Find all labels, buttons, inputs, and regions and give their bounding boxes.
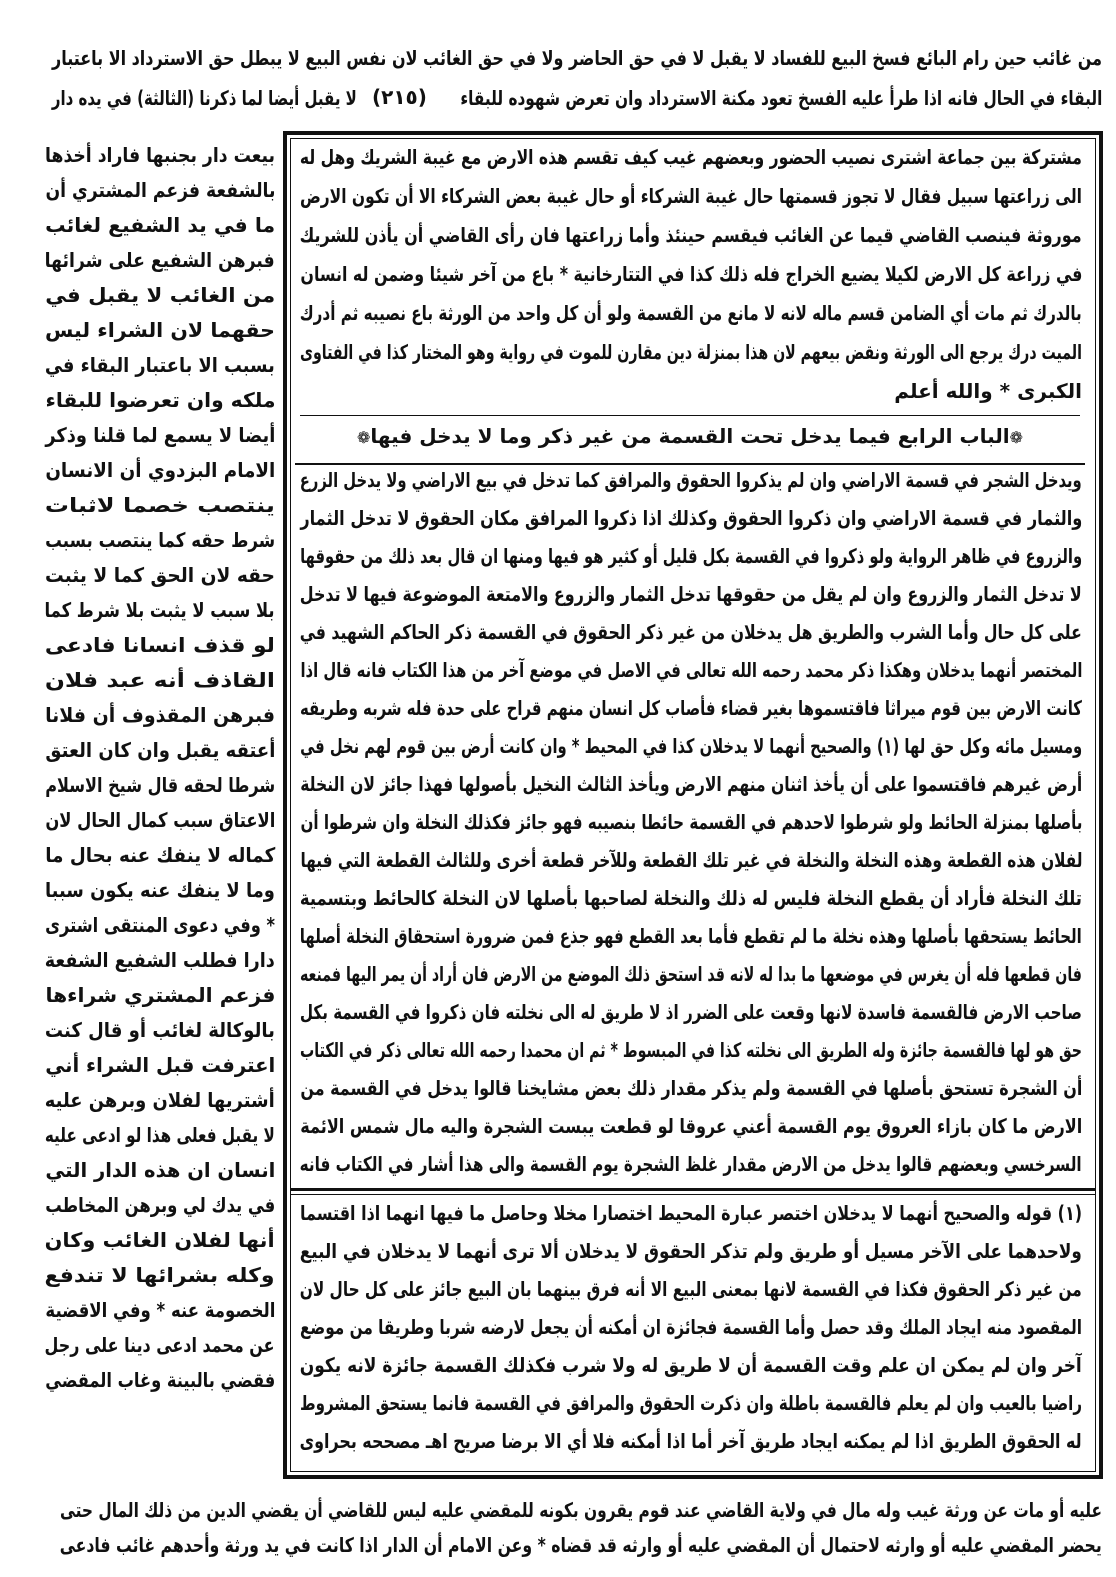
text-line xyxy=(300,615,1082,649)
text-line-text: بالدرك ثم مات أي الضامن قسم ماله لانه لا مانع من القسمة ولو أن كل واحد من الورثة باع نصيبه ثم أدرك xyxy=(300,301,1082,325)
text-line xyxy=(300,374,1082,408)
text-line-text: الكبرى * والله أعلم xyxy=(894,379,1082,403)
text-line xyxy=(300,1033,1082,1067)
side-line-text: ملكه وان تعرضوا للبقاء xyxy=(45,388,275,412)
text-line xyxy=(300,881,1082,915)
text-line-text: ومسيل مائه وكل حق لها (١) والصحيح أنهما لا يدخلان كذا في المحيط * وان كانت أرض بين قوم لهم نخل في xyxy=(300,734,1082,758)
text-line-text: حق هو لها فالقسمة جائزة وله الطريق الى نخلته كذا في المبسوط * ثم ان محمدا رحمه الله تعالى ذكر في الكتاب xyxy=(300,1038,1082,1062)
side-line-text: بلا سبب لا يثبت بلا شرط كما xyxy=(45,598,275,622)
text-line xyxy=(300,919,1082,953)
text-line xyxy=(300,1109,1082,1143)
text-line xyxy=(300,1147,1082,1181)
text-line xyxy=(300,140,1082,174)
side-line-text: بسبب الا باعتبار البقاء في xyxy=(45,353,275,377)
side-line-text: شرط حقه كما ينتصب بسبب xyxy=(45,528,275,552)
footnote-divider xyxy=(290,1188,1095,1191)
side-line-text: الاعتاق سبب كمال الحال لان xyxy=(45,808,275,832)
header-text: البقاء في الحال فانه اذا طرأ عليه الفسخ تعود مكنة الاسترداد وان تعرض شهوده للبقاء xyxy=(460,86,1102,110)
side-line-text: فزعم المشتري شراءها xyxy=(45,983,275,1007)
footer-line xyxy=(60,1493,1102,1527)
side-line-text: من الغائب لا يقبل في xyxy=(45,283,275,307)
side-line-text: وكله بشرائها لا تندفع xyxy=(45,1263,275,1287)
footnote-line-text: المقصود منه ايجاد الملك وقد حصل وأما القسمة فجائزة ان أمكنه أن يجعل لارضه شربا وطريقا من موضع xyxy=(300,1315,1082,1339)
header-line-2-left xyxy=(52,81,357,115)
footnote-divider-inner xyxy=(290,1194,1095,1195)
footnote-line xyxy=(300,1348,1082,1382)
footnote-line-text: له الحقوق الطريق اذا لم يمكنه ايجاد طريق آخر أما اذا أمكنه فلا أي الا برضا صريح اهـ مصححه بحراوى xyxy=(300,1429,1082,1453)
header-line-1 xyxy=(52,41,1102,75)
side-line-text: انسان ان هذه الدار التي xyxy=(45,1158,275,1182)
text-line xyxy=(300,995,1082,1029)
side-line-text: وما لا ينفك عنه يكون سببا xyxy=(45,878,275,902)
text-line-text: في زراعة كل الارض لكيلا يضيع الخراج فله ذلك كذا في التتارخانية * باع من آخر شيئا وضمن له انسان xyxy=(300,262,1082,286)
text-line-text: الى زراعتها سبيل فقال لا تجوز قسمتها حال غيبة الشركاء أو حال غيبة بعض الشركاء الا أن تكون الارض xyxy=(300,184,1082,208)
side-line-text: ينتصب خصما لاثبات xyxy=(45,493,275,517)
footnote-line xyxy=(300,1272,1082,1306)
text-line-text: تلك النخلة فأراد أن يقطع النخلة فليس له ذلك والنخلة لصاحبها بأصلها لان النخلة كالحائط وبتسمية xyxy=(300,886,1082,910)
text-line-text: المختصر أنهما يدخلان وهكذا ذكر محمد رحمه الله تعالى في الاصل في موضع آخر من هذا الكتاب فانه قال اذا xyxy=(300,658,1082,682)
side-line-text: أعتقه يقبل وان كان العتق xyxy=(45,738,275,762)
text-line xyxy=(300,539,1082,573)
side-line-text: الامام البزدوي أن الانسان xyxy=(45,458,275,482)
text-line xyxy=(300,463,1082,497)
side-line-text: ما في يد الشفيع لغائب xyxy=(45,213,275,237)
text-line-text: السرخسي وبعضهم قالوا يدخل من الارض مقدار غلظ الشجرة يوم القسمة والى هذا أشار في الكتاب فانه xyxy=(300,1152,1082,1176)
text-line-text: فان قطعها فله أن يغرس في موضعها ما بدا له لانه قد استحق ذلك الموضع من الارض فان أراد أن يمر اليها فمنعه xyxy=(300,962,1082,986)
footnote-line-text: آخر وان لم يمكن ان علم وقت القسمة أن لا طريق له ولا شرب فكذلك القسمة جائزة لانه يكون xyxy=(300,1353,1082,1377)
text-line xyxy=(300,767,1082,801)
section-divider xyxy=(300,415,1080,416)
side-line-text: أنها لفلان الغائب وكان xyxy=(45,1228,275,1252)
side-line-text: شرطا لحقه قال شيخ الاسلام xyxy=(45,773,275,797)
text-line-text: أن الشجرة تستحق بأصلها في القسمة ولم يذكر مقدار ذلك بعض مشايخنا قالوا يدخل في القسمة من xyxy=(300,1076,1082,1100)
text-line xyxy=(300,501,1082,535)
header-text: من غائب حين رام البائع فسخ البيع للفساد لا يقبل لا في حق الحاضر ولا في حق الغائب لان نفس البيع لا يبطل حق الاسترداد الا باعتبار xyxy=(52,46,1102,70)
side-line-text: بالشفعة فزعم المشتري أن xyxy=(45,178,275,202)
text-line-text: والثمار في قسمة الاراضي وان ذكروا الحقوق وكذلك اذا ذكروا المرافق مكان الحقوق لا تدخل الثمار xyxy=(300,506,1082,530)
chapter-heading xyxy=(300,424,1080,454)
side-line-text: دارا فطلب الشفيع الشفعة xyxy=(45,948,275,972)
chapter-heading-text: الباب الرابع فيما يدخل تحت القسمة من غير ذكر وما لا يدخل فيها xyxy=(370,424,1010,448)
footnote-line xyxy=(300,1196,1082,1230)
text-line-text: الحائط يستحقها بأصلها وهذه نخلة ما لم تقطع فأما بعد القطع فهو جذع فمن ضرورة استحقاق النخلة أصلها xyxy=(300,924,1082,948)
page-number: (٢١٥) xyxy=(372,85,427,109)
side-line xyxy=(45,383,275,417)
side-line-text: الخصومة عنه * وفي الاقضية xyxy=(45,1298,275,1322)
side-line-text: كماله لا ينفك عنه بحال ما xyxy=(45,843,275,867)
side-line-text: أشتريها لفلان وبرهن عليه xyxy=(45,1088,275,1112)
text-line-text: صاحب الارض فالقسمة فاسدة لانها وقعت على الضرر اذ لا طريق له الى نخلته فان ذكروا في القسمة بكل xyxy=(300,1000,1082,1024)
text-line-text: مشتركة بين جماعة اشترى نصيب الحضور وبعضهم غيب كيف تقسم هذه الارض مع غيبة الشريك وهل له xyxy=(300,145,1082,169)
header-text: لا يقبل أيضا لما ذكرنا (الثالثة) في يده دار xyxy=(52,86,357,110)
side-line-text: القاذف أنه عبد فلان xyxy=(45,668,275,692)
text-line-text: أرض غيرهم فاقتسموا على أن يأخذ اثنان منهم الارض ويأخذ الثالث النخيل بأصولها فهذا جائز لان النخلة xyxy=(300,772,1082,796)
side-line-text: لا يقبل فعلى هذا لو ادعى عليه xyxy=(45,1123,275,1147)
side-line-text: * وفي دعوى المنتقى اشترى xyxy=(45,913,275,937)
text-line xyxy=(300,957,1082,991)
text-line xyxy=(300,179,1082,213)
ornament-icon: ❁ xyxy=(356,428,371,447)
side-line-text: في يدك لي وبرهن المخاطب xyxy=(45,1193,275,1217)
text-line-text: والزروع في ظاهر الرواية ولو ذكروا في القسمة بكل قليل أو كثير هو فيها ومنها ان قال بعد ذلك من حقوقها xyxy=(300,544,1082,568)
side-line-text: بالوكالة لغائب أو قال كنت xyxy=(45,1018,275,1042)
side-line-text: فبرهن المقذوف أن فلانا xyxy=(45,703,275,727)
side-line-text: حقه لان الحق كما لا يثبت xyxy=(45,563,275,587)
footnote-line xyxy=(300,1424,1082,1458)
side-line-text: لو قذف انسانا فادعى xyxy=(44,633,275,657)
ornament-icon: ❁ xyxy=(1009,428,1024,447)
text-line-text: موروثة فينصب القاضي قيما عن الغائب فيقسم حينئذ وأما زراعتها فان رأى القاضي أن يأذن للشريك xyxy=(300,223,1082,247)
side-line-text: فقضي بالبينة وغاب المقضي xyxy=(45,1368,275,1392)
footnote-line-text: من غير ذكر الحقوق فكذا في القسمة لانها بمعنى البيع الا أنه فرق بينهما بان البيع جائز على كل حال لان xyxy=(300,1277,1082,1301)
footer-line-text: عليه أو مات عن ورثة غيب وله مال في ولاية القاضي عند قوم يقرون بكونه للمقضي عليه ليس للقاضي أن يقضي الدين من ذلك المال حتى xyxy=(60,1498,1102,1522)
header-line-2-right xyxy=(460,81,1102,115)
footnote-line xyxy=(300,1310,1082,1344)
footnote-line-text: ولاحدهما على الآخر مسيل أو طريق ولم تذكر الحقوق لا يدخلان ألا ترى أنهما لا يدخلان في البيع xyxy=(300,1239,1082,1263)
footer-line xyxy=(60,1528,1102,1562)
side-line-text: عن محمد ادعى دينا على رجل xyxy=(45,1333,275,1357)
footnote-line-text: (١) قوله والصحيح أنهما لا يدخلان اختصر عبارة المحيط اختصارا مخلا وحاصل ما فيها انهما اذا اقتسما xyxy=(300,1201,1082,1225)
text-line-text: على كل حال وأما الشرب والطريق هل يدخلان من غير ذكر الحقوق في القسمة ذكر الحاكم الشهيد في xyxy=(300,620,1082,644)
footnote-line-text: راضيا بالعيب وان لم يعلم فالقسمة باطلة وان ذكرت الحقوق والمرافق في القسمة فانما يستحق المشروط xyxy=(300,1391,1082,1415)
text-line-text: الميت درك يرجع الى الورثة ونقض بيعهم لان هذا بمنزلة دين مقارن للموت في رواية وهو المختار كذا في الفتاوى xyxy=(299,340,1082,364)
text-line xyxy=(300,218,1082,252)
text-line-text: ويدخل الشجر في قسمة الاراضي وان لم يذكروا الحقوق والمرافق كما تدخل في بيع الاراضي ولا يدخل الزرع xyxy=(300,468,1082,492)
side-line-text: حقهما لان الشراء ليس xyxy=(44,318,275,342)
side-line-text: أيضا لا يسمع لما قلنا وذكر xyxy=(45,423,275,447)
footer-line-text: يحضر المقضي عليه أو وارثه لاحتمال أن المقضي عليه أو وارثه قد قضاه * وعن الامام أن الدار اذا كانت في يد ورثة وأحدهم غائب فادعى xyxy=(60,1533,1102,1557)
text-line-text: لا تدخل الثمار والزروع وان لم يقل من حقوقها تدخل الثمار والزروع والامتعة الموضوعة فيها لا تدخل xyxy=(300,582,1082,606)
text-line xyxy=(300,296,1082,330)
side-line xyxy=(45,418,275,452)
footnote-line xyxy=(300,1386,1082,1420)
text-line xyxy=(300,843,1082,877)
text-line xyxy=(300,257,1082,291)
text-line-text: الارض ما كان بازاء العروق يوم القسمة أعني عروقا لو قطعت يبست الشجرة واليه مال شمس الائمة xyxy=(300,1114,1082,1138)
text-line xyxy=(300,805,1082,839)
text-line-text: بأصلها بمنزلة الحائط ولو شرطوا لاحدهم في القسمة حائطا بنصيبه فهو جائز فكذلك النخلة وان شرطوا أن xyxy=(300,810,1082,834)
text-line xyxy=(300,653,1082,687)
text-line-text: لفلان هذه القطعة وهذه النخلة والنخلة في غير تلك القطعة وللآخر قطعة أخرى وللثالث القطعة التي فيها xyxy=(300,848,1082,872)
side-line-text: بيعت دار بجنبها فاراد أخذها xyxy=(45,143,275,167)
side-line-text: فبرهن الشفيع على شرائها xyxy=(45,248,275,272)
text-line-text: كانت الارض بين قوم ميراثا فاقتسموها بغير قضاء فأصاب كل انسان منهم قراح على حدة فله شربه وطريقه xyxy=(300,696,1082,720)
text-line xyxy=(300,577,1082,611)
text-line xyxy=(300,1071,1082,1105)
text-line xyxy=(300,691,1082,725)
footnote-line xyxy=(300,1234,1082,1268)
side-line-text: اعترفت قبل الشراء أني xyxy=(45,1053,275,1077)
text-line xyxy=(300,729,1082,763)
text-line xyxy=(300,335,1082,369)
